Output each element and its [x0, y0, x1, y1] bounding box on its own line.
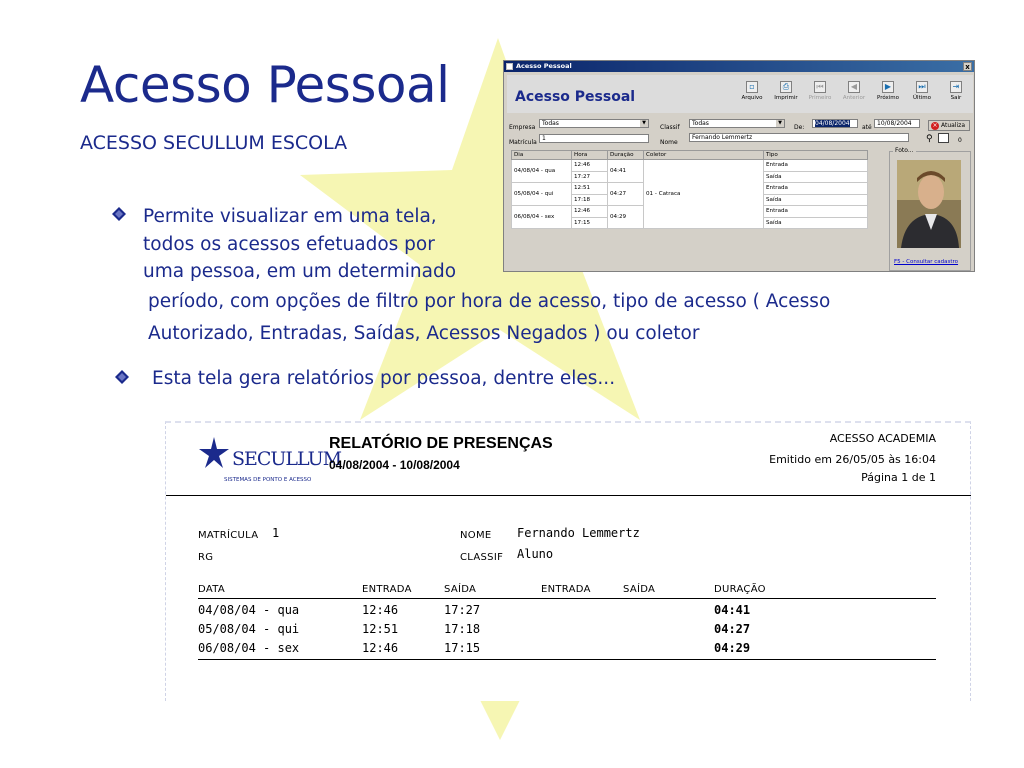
grid-header-dia[interactable]: Dia	[512, 151, 572, 160]
previous-icon: ◀	[848, 81, 860, 93]
diamond-bullet-icon	[112, 207, 126, 221]
matricula-input[interactable]: 1	[539, 134, 649, 143]
col-header-saida: SAÍDA	[444, 584, 477, 595]
photo-groupbox	[889, 147, 971, 271]
col-header-saida-2: SAÍDA	[623, 584, 656, 595]
matricula-label: MATRÍCULA	[198, 530, 259, 541]
nome-input[interactable]: Fernando Lemmertz	[689, 133, 909, 142]
primeiro-button[interactable]: ⏮ Primeiro	[808, 82, 832, 101]
bullet-1-line-1: Permite visualizar em uma tela,	[143, 206, 437, 227]
col-header-entrada: ENTRADA	[362, 584, 412, 595]
first-icon: ⏮	[814, 81, 826, 93]
exit-icon: ⇥	[950, 81, 962, 93]
window-header	[507, 75, 973, 113]
proximo-button[interactable]: ▶ Próximo	[876, 82, 900, 101]
row-1-saida: 17:27	[444, 603, 481, 617]
sair-button[interactable]: ⇥ Sair	[950, 82, 962, 101]
secullum-logo	[198, 429, 342, 487]
report-page: Página 1 de 1	[861, 471, 936, 484]
nome-label: Nome	[660, 139, 678, 146]
photo-label: Foto...	[895, 147, 914, 154]
matricula-value: 1	[272, 526, 280, 540]
report-emitted: Emitido em 26/05/05 às 16:04	[769, 453, 936, 466]
row-1-duracao: 04:41	[714, 603, 751, 617]
slide-subtitle: ACESSO SECULLUM ESCOLA	[80, 132, 348, 154]
row-2-entrada: 12:51	[362, 622, 399, 636]
nome-label: NOME	[460, 530, 492, 541]
window-heading: Acesso Pessoal	[515, 89, 636, 105]
window-title: Acesso Pessoal	[516, 62, 572, 70]
row-1-entrada: 12:46	[362, 603, 399, 617]
table-top-rule	[198, 598, 936, 599]
matricula-label: Matrícula	[509, 139, 537, 146]
row-3-entrada: 12:46	[362, 641, 399, 655]
slide-title: Acesso Pessoal	[80, 56, 450, 114]
grid-header-coletor[interactable]: Coletor	[644, 151, 764, 160]
bullet-1-line-3: uma pessoa, em um determinado	[143, 261, 457, 282]
classif-label: CLASSIF	[460, 552, 504, 563]
chevron-down-icon: ▼	[640, 120, 648, 127]
window-titlebar	[504, 61, 974, 72]
row-2-data: 05/08/04 - qui	[198, 622, 300, 636]
classif-value: Aluno	[517, 547, 554, 561]
rg-label: RG	[198, 552, 214, 563]
acesso-pessoal-window	[503, 60, 975, 272]
consultar-cadastro-link[interactable]: F5 - Consultar cadastro	[894, 259, 959, 265]
report-title: RELATÓRIO DE PRESENÇAS	[329, 435, 553, 452]
calendar-icon[interactable]	[938, 133, 949, 143]
anterior-button[interactable]: ◀ Anterior	[842, 82, 866, 101]
grid-row[interactable]: 17:18 Saída	[512, 194, 868, 206]
grid-row[interactable]: 17:27 Saída	[512, 171, 868, 183]
imprimir-button[interactable]: ⎙ Imprimir	[774, 82, 798, 101]
refresh-icon: ×	[932, 122, 938, 129]
grid-row[interactable]: 04/08/04 - qua 12:46 04:41 01 - Catraca Entrada	[512, 160, 868, 172]
grid-header-tipo[interactable]: Tipo	[764, 151, 868, 160]
close-button[interactable]: x	[963, 62, 972, 71]
classif-select[interactable]: Todas ▼	[689, 119, 785, 128]
row-1-data: 04/08/04 - qua	[198, 603, 300, 617]
arquivo-button[interactable]: ▫ Arquivo	[741, 82, 763, 101]
nome-value: Fernando Lemmertz	[517, 526, 640, 540]
report-period: 04/08/2004 - 10/08/2004	[329, 458, 460, 472]
bullet-1-line-5: Autorizado, Entradas, Saídas, Acessos Negados ) ou coletor	[148, 323, 700, 344]
person-photo	[897, 160, 961, 248]
col-header-data: DATA	[198, 584, 225, 595]
grid-header-duracao[interactable]: Duração	[608, 151, 644, 160]
grid-row[interactable]: 05/08/04 - qui 12:51 04:27 Entrada	[512, 183, 868, 195]
empresa-select[interactable]: Todas ▼	[539, 119, 649, 128]
presence-report	[165, 421, 971, 701]
de-date-input[interactable]: 04/08/2004	[812, 119, 858, 128]
record-count: 0	[958, 137, 962, 144]
grid-row[interactable]: 17:15 Saída	[512, 217, 868, 229]
diamond-bullet-icon	[115, 370, 129, 384]
bullet-2: Esta tela gera relatórios por pessoa, dentre eles...	[152, 368, 616, 389]
table-bottom-rule	[198, 659, 936, 660]
classif-label: Classif	[660, 124, 680, 131]
report-company: ACESSO ACADEMIA	[829, 432, 936, 445]
row-2-saida: 17:18	[444, 622, 481, 636]
empresa-label: Empresa	[509, 124, 536, 131]
report-header-rule	[166, 495, 971, 496]
next-icon: ▶	[882, 81, 894, 93]
access-grid	[511, 150, 868, 229]
col-header-entrada-2: ENTRADA	[541, 584, 591, 595]
bullet-1-line-2: todos os acessos efetuados por	[143, 234, 435, 255]
window-app-icon	[506, 63, 513, 70]
ultimo-button[interactable]: ⏭ Último	[913, 82, 931, 101]
grid-header-hora[interactable]: Hora	[572, 151, 608, 160]
row-3-duracao: 04:29	[714, 641, 751, 655]
row-3-data: 06/08/04 - sex	[198, 641, 300, 655]
atualiza-button[interactable]: × Atualiza	[928, 120, 970, 131]
logo-subtitle: SISTEMAS DE PONTO E ACESSO	[224, 477, 312, 483]
ate-date-input[interactable]: 10/08/2004	[874, 119, 920, 128]
bullet-1-line-4: período, com opções de filtro por hora de acesso, tipo de acesso ( Acesso	[148, 291, 831, 312]
star-ray-bottom	[480, 700, 520, 740]
last-icon: ⏭	[916, 81, 928, 93]
ate-label: até	[862, 124, 872, 131]
printer-icon: ⎙	[780, 81, 792, 93]
binoculars-icon[interactable]: ⚲	[926, 134, 933, 144]
logo-wordmark: SECULLUM	[232, 448, 342, 470]
file-icon: ▫	[746, 81, 758, 93]
row-2-duracao: 04:27	[714, 622, 751, 636]
row-3-saida: 17:15	[444, 641, 481, 655]
col-header-duracao: DURAÇÃO	[714, 584, 766, 595]
grid-row[interactable]: 06/08/04 - sex 12:46 04:29 Entrada	[512, 206, 868, 218]
de-label: De:	[794, 124, 805, 131]
chevron-down-icon: ▼	[776, 120, 784, 127]
